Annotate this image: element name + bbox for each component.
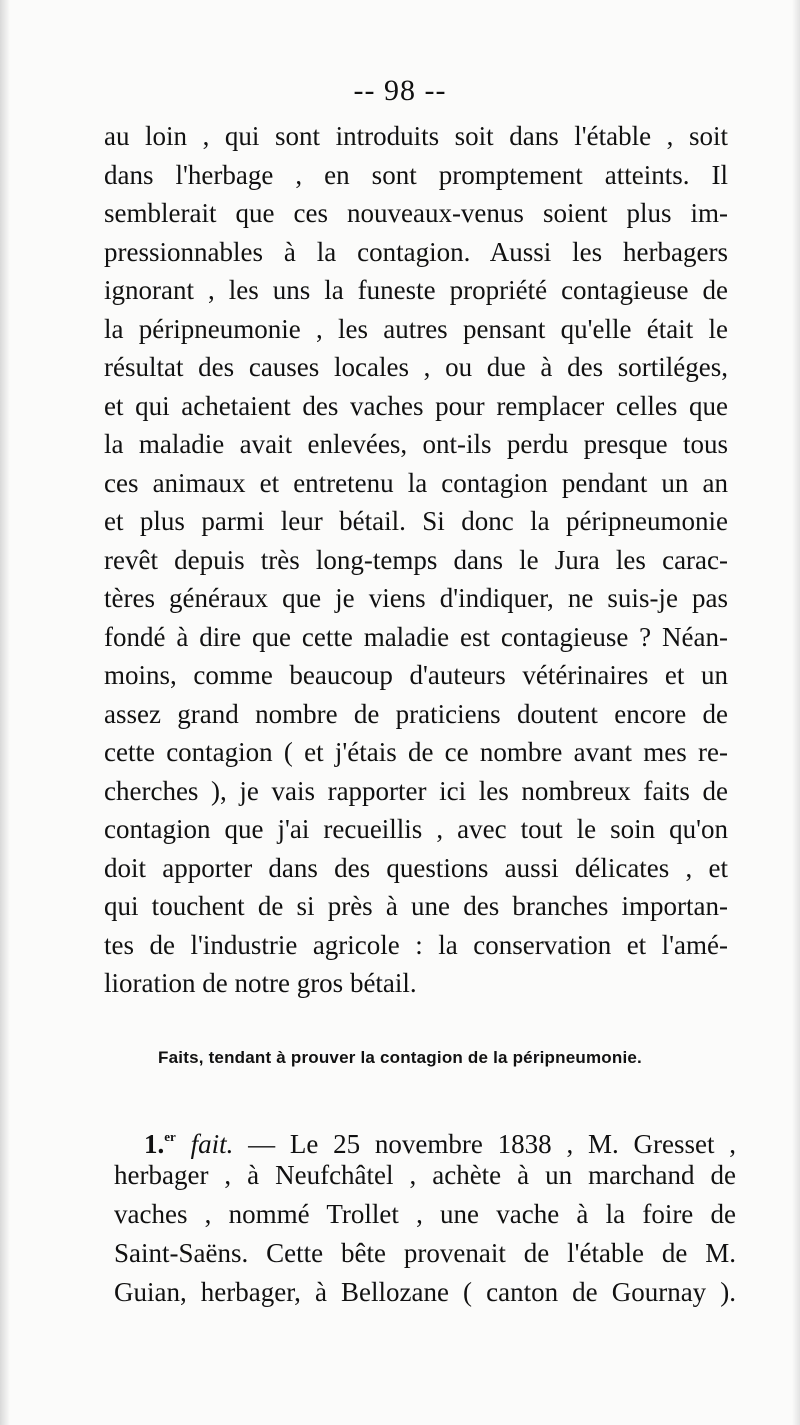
text-line: contagion que j'ai recueillis , avec tout le soin qu'on	[104, 814, 728, 844]
section-heading: Faits, tendant à prouver la contagion de la péripneumonie.	[158, 1048, 642, 1067]
text-line: tères généraux que je viens d'indiquer, ne suis-je pas	[104, 583, 728, 613]
text-line: tes de l'industrie agricole : la conservation et l'amé-	[104, 929, 728, 960]
text-line: qui touchent de si près à une des branches importan-	[104, 891, 728, 921]
text-line: pressionnables à la contagion. Aussi les herbagers	[104, 236, 728, 267]
text-line: semblerait que ces nouveaux-venus soient plus im-	[104, 198, 728, 228]
text-line: la péripneumonie , les autres pensant qu'elle était le	[104, 313, 728, 344]
text-line: doit apporter dans des questions aussi délicates , et	[104, 852, 728, 883]
page-number: -- 98 --	[353, 74, 447, 107]
text-line: cette contagion ( et j'étais de ce nombre avant mes re-	[104, 737, 728, 767]
fact-paragraph	[114, 1117, 736, 1312]
fact-number-superscript: er	[164, 1129, 176, 1144]
text-line: et qui achetaient des vaches pour remplacer celles que	[104, 390, 728, 421]
fact-label: fait.	[190, 1129, 234, 1159]
body-paragraph	[104, 117, 728, 1003]
fact-first-line	[114, 1117, 737, 1159]
text-line: moins, comme beaucoup d'auteurs vétérinaires et un	[104, 660, 728, 690]
fact-text-line: herbager , à Neufchâtel , achète à un marchand de	[114, 1160, 736, 1190]
text-line: ignorant , les uns la funeste propriété contagieuse de	[104, 275, 728, 305]
text-line: ces animaux et entretenu la contagion pendant un an	[104, 467, 728, 498]
text-line: revêt depuis très long-temps dans le Jura les carac-	[104, 544, 728, 575]
text-line: au loin , qui sont introduits soit dans l'étable , soit	[104, 121, 728, 151]
text-line: lioration de notre gros bétail.	[104, 968, 417, 998]
fact-first-line-text: — Le 25 novembre 1838 , M. Gresset ,	[248, 1129, 737, 1159]
text-line: et plus parmi leur bétail. Si donc la péripneumonie	[104, 506, 728, 536]
text-line: fondé à dire que cette maladie est contagieuse ? Néan-	[104, 621, 728, 652]
text-line: assez grand nombre de praticiens doutent encore de	[104, 698, 728, 729]
fact-text-line: vaches , nommé Trollet , une vache à la foire de	[114, 1199, 736, 1229]
text-line: la maladie avait enlevées, ont-ils perdu presque tous	[104, 429, 728, 459]
fact-number: 1.$^{er}$	[144, 1129, 176, 1159]
fact-text-line: Guian, herbager, à Bellozane ( canton de Gournay ).	[114, 1277, 736, 1307]
text-line: dans l'herbage , en sont promptement atteints. Il	[104, 159, 728, 190]
text-line: résultat des causes locales , ou due à des sortiléges,	[104, 352, 728, 382]
text-line: cherches ), je vais rapporter ici les nombreux faits de	[104, 775, 728, 806]
fact-text-line: Saint-Saëns. Cette bête provenait de l'étable de M.	[114, 1238, 736, 1268]
